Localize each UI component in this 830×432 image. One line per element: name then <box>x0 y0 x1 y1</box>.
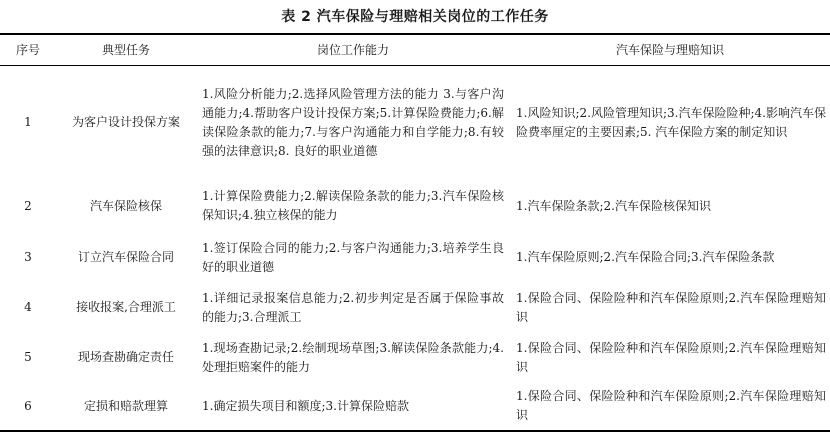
table-row <box>0 180 830 233</box>
cell-ability: 1.签订保险合同的能力;2.与客户沟通能力;3.培养学生良好的职业道德 <box>202 240 504 274</box>
cell-knowledge: 1.保险合同、保险险种和汽车保险原则;2.汽车保险理赔知识 <box>516 389 826 422</box>
cell-task: 现场查勘确定责任 <box>77 350 174 364</box>
cell-ability: 1.详细记录报案信息能力;2.初步判定是否属于保险事故的能力;3.合理派工 <box>202 290 504 324</box>
header-no: 序号 <box>15 42 40 57</box>
cell-no: 2 <box>24 198 32 213</box>
cell-no: 5 <box>24 350 32 364</box>
cell-task: 接收报案,合理派工 <box>76 300 176 314</box>
cell-ability: 1.计算保险费能力;2.解读保险条款的能力;3.汽车保险核保知识;4.独立核保的能力 <box>202 189 504 222</box>
header-ability: 岗位工作能力 <box>316 42 389 57</box>
cell-knowledge: 1.汽车保险原则;2.汽车保险合同;3.汽车保险条款 <box>516 250 775 264</box>
job-tasks-table <box>0 33 830 432</box>
cell-ability: 1.风险分析能力;2.选择风险管理方法的能力 3.与客户沟通能力;4.帮助客户设计投保方案;5.计算保险费能力;6.解读保险条款的能力;7.与客户沟通能力和自学能力;8.有较强的法律意识;8. 良好的职业道德 <box>202 86 504 158</box>
cell-no: 3 <box>24 250 32 264</box>
table-row <box>0 283 830 333</box>
table-row <box>0 66 830 180</box>
cell-knowledge: 1.保险合同、保险险种和汽车保险原则;2.汽车保险理赔知识 <box>516 340 826 374</box>
table-title: 表 2 汽车保险与理赔相关岗位的工作任务 <box>281 9 549 25</box>
cell-task: 订立汽车保险合同 <box>77 250 174 264</box>
cell-ability: 1.确定损失项目和额度;3.计算保险赔款 <box>202 398 409 413</box>
table-row <box>0 333 830 383</box>
cell-knowledge: 1.保险合同、保险险种和汽车保险原则;2.汽车保险理赔知识 <box>516 290 826 324</box>
cell-task: 为客户设计投保方案 <box>71 115 180 130</box>
cell-knowledge: 1.风险知识;2.风险管理知识;3.汽车保险险种;4.影响汽车保险费率厘定的主要因素;5. 汽车保险方案的制定知识 <box>516 105 826 139</box>
header-knowledge: 汽车保险与理赔知识 <box>615 42 724 57</box>
table-header-row <box>0 34 830 66</box>
table-row <box>0 383 830 431</box>
cell-task: 定损和赔款理算 <box>83 398 168 413</box>
cell-task: 汽车保险核保 <box>89 198 162 213</box>
cell-knowledge: 1.汽车保险条款;2.汽车保险核保知识 <box>516 198 711 213</box>
cell-ability: 1.现场查勘记录;2.绘制现场草图;3.解读保险条款能力;4.处理拒赔案件的能力 <box>202 340 504 374</box>
cell-no: 4 <box>24 300 32 314</box>
table-row <box>0 233 830 283</box>
cell-no: 1 <box>24 115 32 130</box>
header-task: 典型任务 <box>101 42 150 57</box>
cell-no: 6 <box>24 398 32 413</box>
